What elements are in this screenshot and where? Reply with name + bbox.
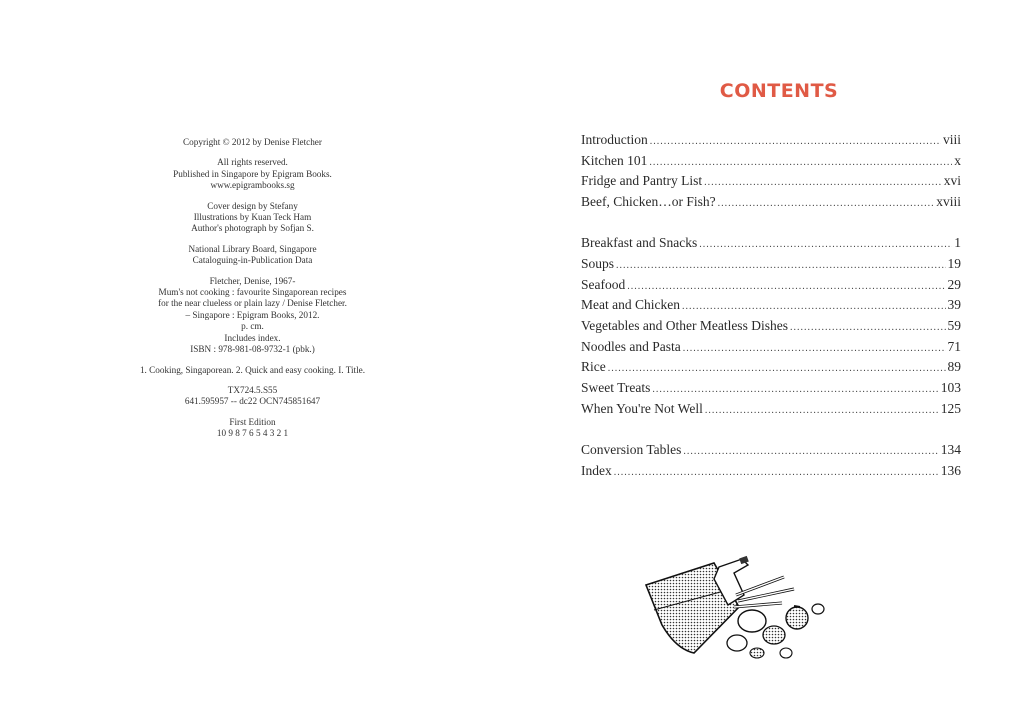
toc-entry-page: 29	[947, 276, 961, 292]
toc-entry-page: 59	[947, 318, 961, 333]
spacer	[125, 408, 380, 417]
copyright-line: First Edition	[229, 416, 276, 427]
copyright-line: Cataloguing-in-Publication Data	[192, 255, 313, 266]
toc-entry-page: 1	[954, 235, 961, 251]
toc-entry-label: Rice	[581, 359, 606, 375]
toc-entry-page: viii	[942, 132, 961, 147]
toc-entry-label: Sweet Treats	[581, 380, 651, 396]
toc-entry-label: Meat and Chicken	[581, 297, 680, 313]
toc-entry	[581, 194, 961, 215]
toc-entry-page: xvi	[943, 173, 961, 189]
copyright-line: Mum's not cooking : favourite Singaporean recipes	[158, 287, 347, 298]
toc-section-gap	[581, 215, 961, 236]
spacer	[125, 148, 380, 157]
toc-leader-dots	[614, 467, 939, 478]
toc-entry-label: Kitchen 101	[581, 152, 648, 168]
copyright-line: National Library Board, Singapore	[188, 243, 317, 254]
toc-leader-dots	[683, 446, 938, 457]
copyright-block	[125, 137, 380, 440]
toc-entry-page: x	[954, 152, 961, 168]
spacer	[125, 267, 380, 276]
toc-leader-dots	[627, 281, 945, 292]
copyright-line: Author's photograph by Sofjan S.	[191, 223, 314, 234]
toc-entry	[581, 442, 961, 463]
toc-entry-page: xviii	[936, 194, 961, 210]
toc-entry-label: Beef, Chicken…or Fish?	[581, 194, 716, 210]
toc-entry-page: 103	[940, 380, 961, 396]
toc-entry-page: 125	[940, 400, 961, 416]
copyright-line: Published in Singapore by Epigram Books.	[173, 168, 332, 179]
toc-entry-label: Noodles and Pasta	[581, 338, 681, 354]
toc-leader-dots	[705, 405, 939, 416]
toc-entry-label: Introduction	[581, 132, 648, 147]
toc-leader-dots	[650, 136, 941, 147]
copyright-line: TX724.5.S55	[227, 384, 278, 395]
copyright-line: Includes index.	[224, 332, 281, 343]
toc-section-gap	[581, 421, 961, 442]
copyright-line: All rights reserved.	[217, 157, 288, 168]
toc-leader-dots	[704, 177, 942, 188]
toc-entry	[581, 339, 961, 360]
spacer	[125, 376, 380, 385]
toc-leader-dots	[616, 260, 945, 271]
toc-entry	[581, 173, 961, 194]
copyright-line: Fletcher, Denise, 1967-	[209, 275, 296, 286]
toc-entry-label: Breakfast and Snacks	[581, 235, 698, 251]
spacer	[125, 356, 380, 365]
toc-entry	[581, 277, 961, 298]
toc-leader-dots	[652, 384, 938, 395]
toc-entry	[581, 132, 961, 153]
toc-leader-dots	[649, 157, 952, 168]
copyright-line: for the near clueless or plain lazy / Denise Fletcher.	[158, 298, 347, 309]
contents-page	[512, 0, 1024, 727]
copyright-line: 1. Cooking, Singaporean. 2. Quick and easy cooking. I. Title.	[139, 364, 366, 375]
copyright-line: Illustrations by Kuan Teck Ham	[193, 212, 312, 223]
copyright-line: Cover design by Stefany	[207, 200, 298, 211]
toc-leader-dots	[608, 363, 946, 374]
toc-entry-label: Vegetables and Other Meatless Dishes	[581, 318, 788, 333]
toc-entry-page: 39	[947, 297, 961, 313]
copyright-line: – Singapore : Epigram Books, 2012.	[185, 309, 320, 320]
toc-entry-page: 89	[947, 359, 961, 375]
toc-leader-dots	[790, 322, 946, 333]
toc-entry-page: 134	[940, 441, 961, 457]
toc-leader-dots	[699, 239, 952, 250]
spacer	[125, 192, 380, 201]
toc-entry-label: Index	[581, 462, 612, 478]
toc-entry	[581, 380, 961, 401]
copyright-line: p. cm.	[241, 321, 264, 332]
table-of-contents	[581, 132, 961, 483]
toc-entry	[581, 359, 961, 380]
contents-title: CONTENTS	[719, 80, 839, 102]
copyright-line: 10 9 8 7 6 5 4 3 2 1	[216, 428, 289, 439]
toc-entry-label: Fridge and Pantry List	[581, 173, 703, 189]
toc-entry	[581, 401, 961, 422]
toc-entry-page: 19	[947, 255, 961, 271]
copyright-line: Copyright © 2012 by Denise Fletcher	[183, 137, 322, 147]
spacer	[125, 235, 380, 244]
toc-entry-page: 71	[947, 338, 961, 354]
toc-entry	[581, 256, 961, 277]
copyright-line: 641.595957 -- dc22 OCN745851647	[184, 396, 321, 407]
copyright-line: ISBN : 978-981-08-9732-1 (pbk.)	[190, 344, 315, 355]
copyright-line: www.epigrambooks.sg	[210, 180, 295, 191]
grocery-bag-icon	[624, 555, 914, 665]
toc-entry-label: When You're Not Well	[581, 400, 703, 416]
toc-entry-label: Conversion Tables	[581, 441, 682, 457]
toc-leader-dots	[683, 343, 946, 354]
toc-entry-page: 136	[940, 462, 961, 478]
toc-entry	[581, 463, 961, 484]
toc-leader-dots	[718, 198, 935, 209]
toc-entry	[581, 153, 961, 174]
toc-entry	[581, 235, 961, 256]
toc-leader-dots	[682, 301, 946, 312]
toc-entry-label: Soups	[581, 255, 615, 271]
toc-entry	[581, 318, 961, 339]
toc-entry-label: Seafood	[581, 276, 626, 292]
toc-entry	[581, 297, 961, 318]
